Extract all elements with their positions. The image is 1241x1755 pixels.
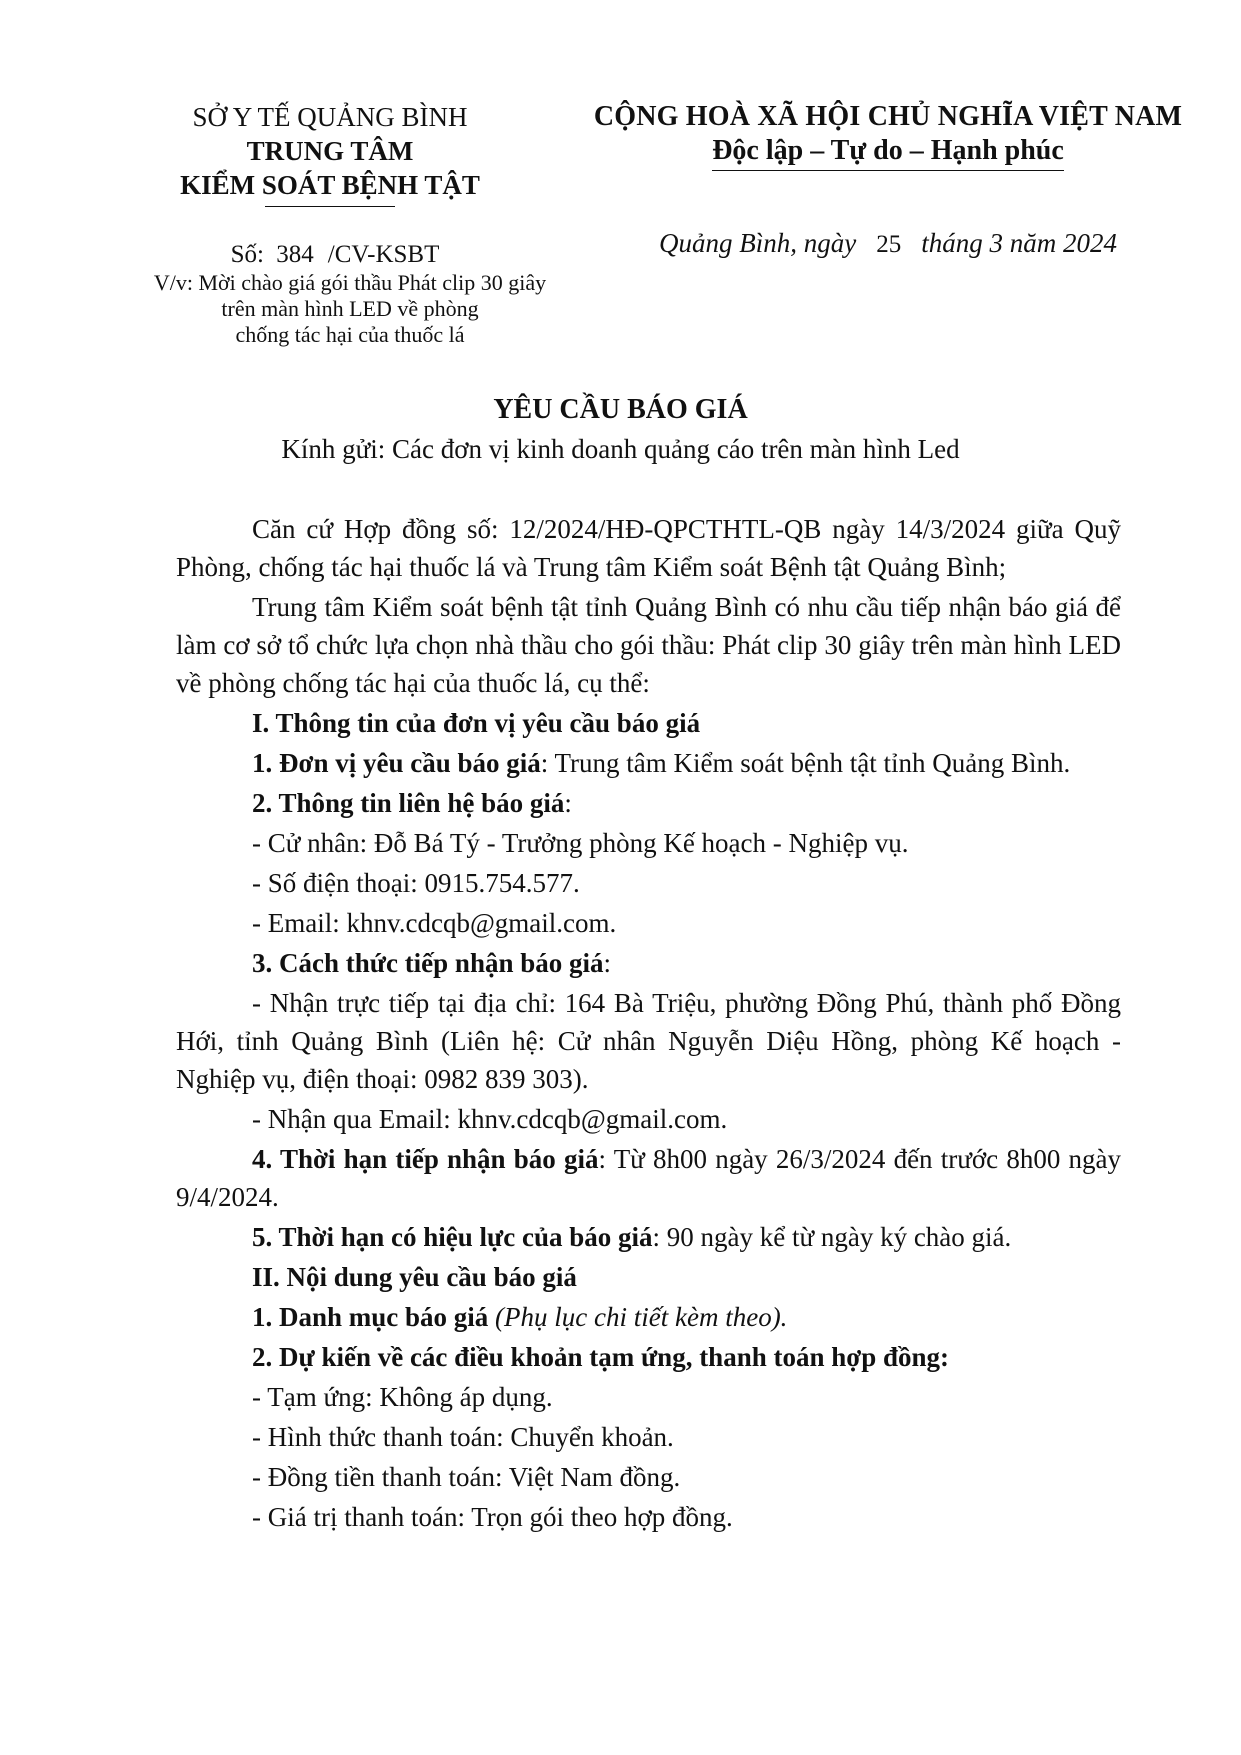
issue-date [578, 228, 1198, 259]
receive-email: - Nhận qua Email: khnv.cdcqb@gmail.com. [252, 1104, 728, 1134]
country-name: CỘNG HOÀ XÃ HỘI CHỦ NGHĨA VIỆT NAM [593, 101, 1183, 132]
item-receive-deadline-text: : Từ 8h00 ngày 26/3/2024 đến trước 8h00 ngày 9/4/2024. [176, 1144, 1121, 1212]
item-requesting-unit [176, 744, 1121, 782]
item-receive-method [176, 944, 1121, 982]
document-body [176, 510, 1121, 1536]
agency-underline [265, 206, 395, 207]
subject-line3: chống tác hại của thuốc lá [235, 322, 465, 347]
paragraph-need: Trung tâm Kiểm soát bệnh tật tỉnh Quảng Bình có nhu cầu tiếp nhận báo giá để làm cơ sở tổ chức lựa chọn nhà thầu cho gói thầu: Phát clip 30 giây trên màn hình LED về phòng chống tác hại của thuốc lá, cụ thể: [176, 592, 1121, 698]
doc-number-prefix: Số: [230, 241, 264, 268]
term-payment-value: - Giá trị thanh toán: Trọn gói theo hợp đồng. [252, 1502, 733, 1532]
subject-summary [150, 270, 550, 348]
term-payment-method: - Hình thức thanh toán: Chuyển khoản. [252, 1422, 674, 1452]
doc-number-suffix: /CV-KSBT [327, 241, 440, 268]
item-quote-list-text: (Phụ lục chi tiết kèm theo). [488, 1302, 788, 1332]
section-2-heading: II. Nội dung yêu cầu báo giá [252, 1262, 577, 1292]
item-quote-list [176, 1298, 1121, 1336]
doc-number-value: 384 [276, 241, 314, 268]
item-requesting-unit-label: 1. Đơn vị yêu cầu báo giá [252, 748, 541, 778]
item-validity [176, 1218, 1121, 1256]
item-contact-info [176, 784, 1121, 822]
item-validity-text: : 90 ngày kể từ ngày ký chào giá. [652, 1222, 1012, 1252]
contact-email: - Email: khnv.cdcqb@gmail.com. [252, 908, 617, 938]
contact-phone: - Số điện thoại: 0915.754.577. [252, 868, 580, 898]
subject-line2: trên màn hình LED về phòng [221, 296, 479, 321]
agency-name-line2: KIỂM SOÁT BỆNH TẬT [180, 170, 480, 200]
document-number [150, 240, 520, 270]
item-receive-deadline-label: 4. Thời hạn tiếp nhận báo giá [252, 1144, 599, 1174]
agency-name-line1: TRUNG TÂM [246, 136, 414, 166]
parent-agency: SỞ Y TẾ QUẢNG BÌNH [192, 102, 468, 132]
item-contact-info-colon: : [564, 788, 572, 818]
item-receive-method-label: 3. Cách thức tiếp nhận báo giá [252, 948, 604, 978]
item-payment-terms-heading: 2. Dự kiến về các điều khoản tạm ứng, thanh toán hợp đồng: [252, 1342, 949, 1372]
recipient-line: Kính gửi: Các đơn vị kinh doanh quảng cáo trên màn hình Led [281, 434, 960, 464]
item-receive-deadline [176, 1140, 1121, 1216]
item-quote-list-label: 1. Danh mục báo giá [252, 1302, 489, 1332]
item-contact-info-label: 2. Thông tin liên hệ báo giá [252, 788, 565, 818]
item-requesting-unit-text: : Trung tâm Kiểm soát bệnh tật tỉnh Quảng Bình. [540, 748, 1071, 778]
subject-line1: V/v: Mời chào giá gói thầu Phát clip 30 giây [153, 270, 547, 295]
paragraph-basis: Căn cứ Hợp đồng số: 12/2024/HĐ-QPCTHTL-QB ngày 14/3/2024 giữa Quỹ Phòng, chống tác hại thuốc lá và Trung tâm Kiểm soát Bệnh tật Quảng Bình; [176, 514, 1121, 582]
date-day: 25 [876, 231, 902, 258]
item-validity-label: 5. Thời hạn có hiệu lực của báo giá [252, 1222, 653, 1252]
issuing-agency-header [150, 100, 510, 207]
national-motto-header [578, 100, 1198, 171]
item-receive-method-colon: : [603, 948, 612, 978]
receive-direct: - Nhận trực tiếp tại địa chỉ: 164 Bà Triệu, phường Đồng Phú, thành phố Đồng Hới, tỉnh Quảng Bình (Liên hệ: Cử nhân Nguyễn Diệu Hồng, phòng Kế hoạch - Nghiệp vụ, điện thoại: 0982 839 303). [176, 988, 1121, 1094]
motto: Độc lập – Tự do – Hạnh phúc [712, 134, 1064, 171]
term-currency: - Đồng tiền thanh toán: Việt Nam đồng. [252, 1462, 681, 1492]
contact-person: - Cử nhân: Đỗ Bá Tý - Trưởng phòng Kế hoạch - Nghiệp vụ. [252, 828, 909, 858]
term-advance: - Tạm ứng: Không áp dụng. [252, 1382, 553, 1412]
date-place: Quảng Bình, ngày [659, 228, 857, 258]
section-1-heading: I. Thông tin của đơn vị yêu cầu báo giá [252, 708, 701, 738]
date-month-year: tháng 3 năm 2024 [921, 228, 1117, 258]
document-title: YÊU CẦU BÁO GIÁ [493, 394, 748, 425]
